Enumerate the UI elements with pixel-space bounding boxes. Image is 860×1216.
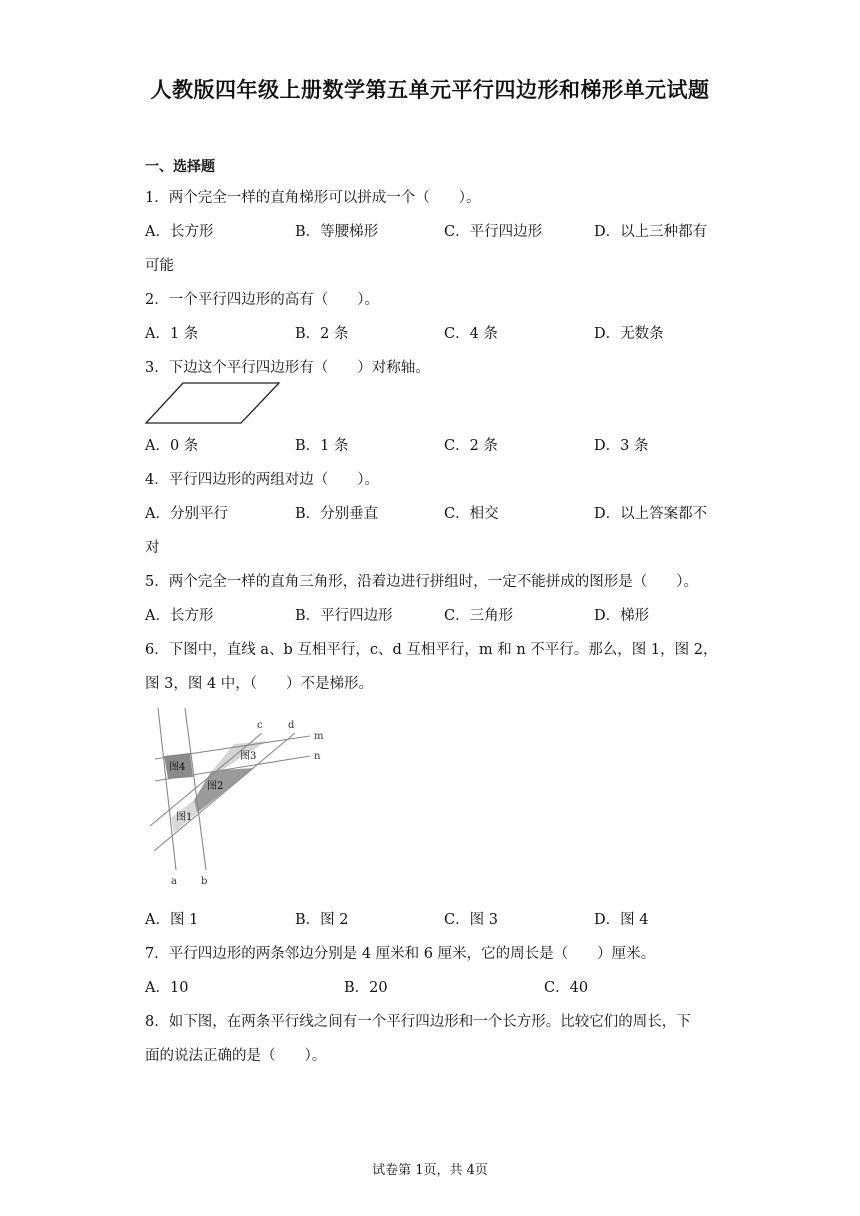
page-title: 人教版四年级上册数学第五单元平行四边形和梯形单元试题 [150,78,710,102]
q1-option-d: D．以上三种都有 [594,224,708,240]
q7-option-b: B．20 [344,980,388,996]
label-a: a [171,876,177,887]
label-b: b [201,876,208,887]
q3-option-b: B．1 条 [295,438,349,454]
q5-option-a: A．长方形 [145,608,214,624]
q4-option-b: B．分别垂直 [295,506,379,522]
label-c: c [257,720,263,731]
q1-option-c: C．平行四边形 [444,224,543,240]
q4-option-a: A．分别平行 [145,506,228,522]
section-heading: 一、选择题 [145,159,215,175]
q2-option-d: D．无数条 [594,326,664,342]
question-5-stem: 5．两个完全一样的直角三角形，沿着边进行拼组时，一定不能拼成的图形是（ ）。 [145,574,698,590]
label-fig3: 图3 [240,751,257,762]
q6-option-d: D．图 4 [594,912,649,928]
q1-option-b: B．等腰梯形 [295,224,379,240]
q7-option-c: C．40 [544,980,589,996]
q4-option-c: C．相交 [444,506,499,522]
q5-option-d: D．梯形 [594,608,650,624]
q1-option-d-wrap: 可能 [145,258,174,274]
q6-option-b: B．图 2 [295,912,349,928]
q5-option-c: C．三角形 [444,608,514,624]
page-footer: 试卷第 1页，共 4页 [372,1163,488,1178]
question-6-stem: 6．下图中，直线 a、b 互相平行，c、d 互相平行，m 和 n 不平行。那么，图 1，图 2， [145,642,718,658]
q3-option-d: D．3 条 [594,438,649,454]
question-6-stem-cont: 图 3，图 4 中，（ ）不是梯形。 [145,676,374,692]
label-m: m [314,731,324,742]
line-d [154,733,295,851]
q6-option-a: A．图 1 [145,912,199,928]
q5-option-b: B．平行四边形 [295,608,393,624]
question-8-stem: 8．如下图，在两条平行线之间有一个平行四边形和一个长方形。比较它们的周长，下 [145,1014,691,1030]
question-4-stem: 4．平行四边形的两组对边（ ）。 [145,472,379,488]
label-fig1: 图1 [176,812,193,823]
q1-option-a: A．长方形 [145,224,214,240]
label-fig4: 图4 [169,762,186,773]
question-7-stem: 7．平行四边形的两条邻边分别是 4 厘米和 6 厘米，它的周长是（ ）厘米。 [145,946,656,962]
question-1-stem: 1．两个完全一样的直角梯形可以拼成一个（ ）。 [145,190,481,206]
label-d: d [288,720,295,731]
q7-option-a: A．10 [145,980,189,996]
q4-option-d-wrap: 对 [145,540,160,556]
q3-option-a: A．0 条 [145,438,199,454]
q6-option-c: C．图 3 [444,912,498,928]
q4-option-d: D．以上答案都不 [594,506,708,522]
q3-option-c: C．2 条 [444,438,498,454]
q2-option-b: B．2 条 [295,326,349,342]
label-n: n [314,751,321,762]
q2-option-c: C．4 条 [444,326,498,342]
question-3-stem: 3．下边这个平行四边形有（ ）对称轴。 [145,360,430,376]
q2-option-a: A．1 条 [145,326,199,342]
label-fig2: 图2 [207,781,224,792]
question-8-stem-cont: 面的说法正确的是（ ）。 [145,1048,327,1064]
question-2-stem: 2．一个平行四边形的高有（ ）。 [145,292,379,308]
